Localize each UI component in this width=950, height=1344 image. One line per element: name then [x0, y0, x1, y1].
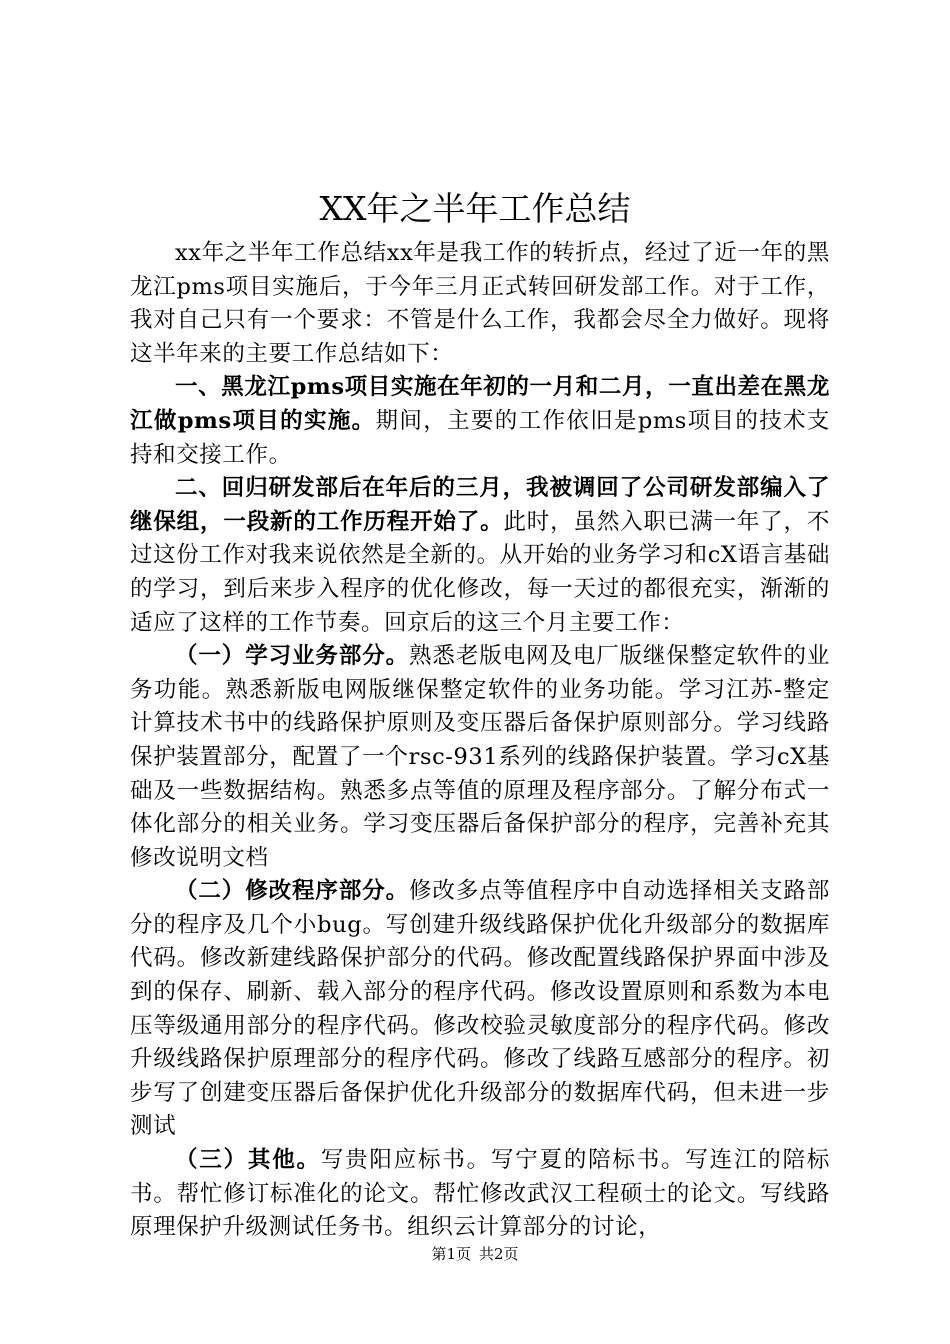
paragraph-text: 此时，虽然入职已满一年了，不过这份工作对我来说依然是全新的。从开始的业务学习和cX语言基础的学习，到后来步入程序的优化修改，每一天过的都很充实，渐渐的适应了这样的工作节奏。回京后的这三个月主要工作： — [130, 508, 831, 636]
paragraph-heading: 一、黑龙江pms项目实施在年初的一月和二月，一直出差在黑龙江做pms项目的实施。 — [130, 374, 830, 434]
page-total: 共2页 — [479, 1245, 519, 1263]
document-title: XX年之半年工作总结 — [319, 189, 631, 228]
paragraph-heading: （三）其他。 — [175, 1147, 321, 1174]
paragraph — [130, 1144, 830, 1245]
paragraph-heading: （一）学习业务部分。 — [175, 643, 410, 670]
page-number: 第1页 — [431, 1245, 471, 1263]
paragraph — [130, 371, 830, 472]
paragraph — [130, 472, 830, 640]
paragraph — [130, 640, 830, 875]
paragraph-text: 修改多点等值程序中自动选择相关支路部分的程序及几个小bug。写创建升级线路保护优化升级部分的数据库代码。修改新建线路保护部分的代码。修改配置线路保护界面中涉及到的保存、刷新、载入部分的程序代码。修改设置原则和系数为本电压等级通用部分的程序代码。修改校验灵敏度部分的程序代码。修改升级线路保护原理部分的程序代码。修改了线路互感部分的程序。初步写了创建变压器后备保护优化升级部分的数据库代码，但未进一步测试 — [130, 878, 830, 1140]
document-body — [130, 237, 830, 1245]
paragraph-heading: 二、回归研发部后在年后的三月，我被调回了公司研发部编入了继保组，一段新的工作历程开始了。 — [130, 475, 830, 535]
paragraph-text: 期间，主要的工作依旧是pms项目的技术支持和交接工作。 — [130, 407, 830, 468]
page-footer — [0, 1244, 950, 1264]
paragraph-heading: （二）修改程序部分。 — [175, 878, 410, 905]
paragraph — [130, 875, 830, 1144]
paragraph — [130, 237, 830, 371]
paragraph-text: 熟悉老版电网及电厂版继保整定软件的业务功能。熟悉新版电网版继保整定软件的业务功能。学习江苏-整定计算技术书中的线路保护原则及变压器后备保护原则部分。学习线路保护装置部分，配置了一个rsc-931系列的线路保护装置。学习cX基础及一些数据结构。熟悉多点等值的原理及程序部分。了解分布式一体化部分的相关业务。学习变压器后备保护部分的程序，完善补充其修改说明文档 — [130, 643, 830, 871]
paragraph-text: 写贵阳应标书。写宁夏的陪标书。写连江的陪标书。帮忙修订标准化的论文。帮忙修改武汉工程硕士的论文。写线路原理保护升级测试任务书。组织云计算部分的讨论， — [130, 1147, 830, 1241]
paragraph-text: xx年之半年工作总结xx年是我工作的转折点，经过了近一年的黑龙江pms项目实施后，于今年三月正式转回研发部工作。对于工作，我对自己只有一个要求：不管是什么工作，我都会尽全力做好。现将这半年来的主要工作总结如下： — [130, 240, 830, 367]
